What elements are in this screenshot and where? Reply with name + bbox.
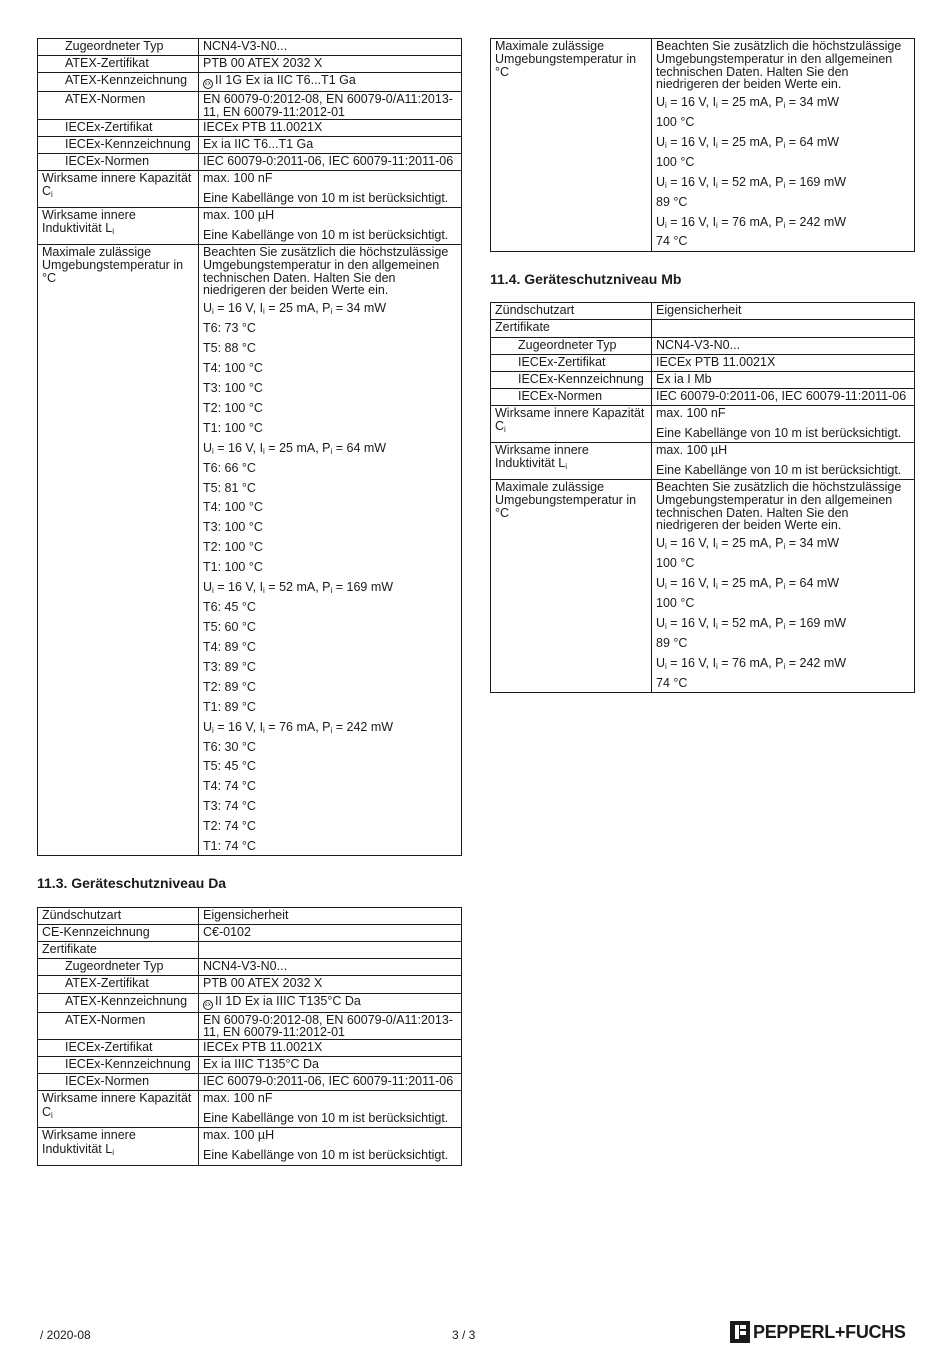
row-value	[199, 1040, 462, 1057]
row-value	[199, 56, 462, 73]
table-row	[38, 1057, 462, 1074]
row-value	[652, 388, 915, 405]
value-line: T3: 89 °C	[203, 659, 256, 674]
value-line: 100 °C	[656, 114, 695, 129]
table-row	[38, 119, 462, 136]
value-line: 89 °C	[656, 194, 688, 209]
row-value	[199, 92, 462, 120]
table-row	[38, 245, 462, 856]
row-value	[199, 245, 462, 856]
value-line: IECEx PTB 11.0021X	[656, 354, 776, 369]
table-row	[38, 1012, 462, 1040]
ex-hexagon-icon: εx	[203, 1000, 213, 1010]
value-line: $U_i = 16$ V, $I_i = 52$ mA, $P_i = 169$ mW	[656, 615, 847, 631]
table-row	[38, 976, 462, 993]
row-label: IECEx-Zertifikat	[38, 1040, 199, 1057]
value-line: Eigensicherheit	[203, 907, 289, 922]
table-row	[491, 337, 915, 354]
row-label: Wirksame innere Induktivität $L_i$	[38, 1128, 199, 1165]
row-label: IECEx-Kennzeichnung	[491, 371, 652, 388]
row-label: IECEx-Normen	[38, 154, 199, 171]
row-label: IECEx-Zertifikat	[38, 119, 199, 136]
value-paragraph: Beachten Sie zusätzlich die höchstzulässige Umgebungstemperatur in den allgemeinen technischen Daten. Halten Sie den niedrigeren der beiden Werte ein.	[203, 245, 449, 298]
value-line: T6: 30 °C	[203, 739, 256, 754]
value-line: T2: 100 °C	[203, 540, 263, 555]
table-row	[38, 993, 462, 1012]
row-value	[652, 320, 915, 337]
table-row	[38, 1074, 462, 1091]
value-line: NCN4-V3-N0...	[656, 337, 741, 352]
row-label: Maximale zulässige Umgebungstemperatur in °C	[491, 480, 652, 693]
value-line: $U_i = 16$ V, $I_i = 25$ mA, $P_i = 34$ mW	[656, 536, 840, 552]
value-line: $U_i = 16$ V, $I_i = 76$ mA, $P_i = 242$ mW	[656, 655, 847, 671]
row-value	[199, 1012, 462, 1040]
value-line: Ex ia IIIC T135°C Da	[203, 1057, 319, 1072]
value-line: T2: 89 °C	[203, 679, 256, 694]
table-row	[38, 92, 462, 120]
value-line: εx II 1D Ex ia IIIC T135°C Da	[199, 994, 461, 1012]
brand-logo-icon	[730, 1321, 750, 1343]
value-line: T1: 89 °C	[203, 699, 256, 714]
table-row	[491, 371, 915, 388]
value-line: Eine Kabellänge von 10 m ist berücksichtigt.	[203, 228, 449, 243]
section-title-da: 11.3. Geräteschutzniveau Da	[37, 875, 227, 892]
value-line: PTB 00 ATEX 2032 X	[203, 56, 323, 71]
value-line: max. 100 nF	[203, 171, 273, 186]
value-paragraph: IEC 60079-0:2011-06, IEC 60079-11:2011-06	[656, 388, 907, 403]
value-line: T3: 74 °C	[203, 799, 256, 814]
row-label: Zündschutzart	[491, 303, 652, 320]
value-line: $U_i = 16$ V, $I_i = 76$ mA, $P_i = 242$ mW	[203, 719, 394, 735]
value-line: max. 100 µH	[656, 443, 728, 458]
value-line: $U_i = 16$ V, $I_i = 25$ mA, $P_i = 64$ mW	[656, 134, 840, 150]
row-value	[199, 907, 462, 924]
value-line: IECEx PTB 11.0021X	[203, 1040, 323, 1055]
table-row	[38, 1091, 462, 1128]
value-line: 74 °C	[656, 234, 688, 249]
value-paragraph: Beachten Sie zusätzlich die höchstzulässige Umgebungstemperatur in den allgemeinen technischen Daten. Halten Sie den niedrigeren der beiden Werte ein.	[656, 39, 902, 92]
table-row	[491, 443, 915, 480]
row-value	[199, 136, 462, 153]
row-value	[199, 959, 462, 976]
value-line: T4: 89 °C	[203, 639, 256, 654]
row-value	[199, 976, 462, 993]
row-label: IECEx-Zertifikat	[491, 354, 652, 371]
value-line: T1: 100 °C	[203, 420, 263, 435]
row-label: Wirksame innere Induktivität $L_i$	[38, 208, 199, 245]
row-label: IECEx-Normen	[491, 388, 652, 405]
value-line: 74 °C	[656, 675, 688, 690]
row-value	[199, 1091, 462, 1128]
table-row	[38, 959, 462, 976]
value-line: εx II 1G Ex ia IIC T6...T1 Ga	[199, 73, 461, 91]
row-label: ATEX-Kennzeichnung	[38, 73, 199, 92]
row-value	[199, 1057, 462, 1074]
spec-table-mb	[490, 302, 915, 692]
table-row	[38, 942, 462, 959]
value-line: $U_i = 16$ V, $I_i = 52$ mA, $P_i = 169$ mW	[656, 174, 847, 190]
row-label: ATEX-Normen	[38, 1012, 199, 1040]
row-value	[652, 337, 915, 354]
value-line: T1: 74 °C	[203, 839, 256, 854]
row-label: Maximale zulässige Umgebungstemperatur in °C	[491, 39, 652, 252]
table-row	[491, 406, 915, 443]
value-line: T1: 100 °C	[203, 560, 263, 575]
value-line: C€-0102	[203, 925, 251, 940]
value-line: Eine Kabellänge von 10 m ist berücksichtigt.	[203, 191, 449, 206]
row-label: Maximale zulässige Umgebungstemperatur in °C	[38, 245, 199, 856]
table-row	[38, 39, 462, 56]
value-line: $U_i = 16$ V, $I_i = 76$ mA, $P_i = 242$ mW	[656, 214, 847, 230]
row-label: Wirksame innere Kapazität $C_i$	[38, 1091, 199, 1128]
table-row	[38, 925, 462, 942]
value-line: T4: 100 °C	[203, 500, 263, 515]
value-line: IECEx PTB 11.0021X	[203, 119, 323, 134]
value-line: $U_i = 16$ V, $I_i = 25$ mA, $P_i = 64$ mW	[656, 575, 840, 591]
value-line: Eine Kabellänge von 10 m ist berücksichtigt.	[203, 1148, 449, 1163]
value-line: $U_i = 16$ V, $I_i = 25$ mA, $P_i = 64$ mW	[203, 440, 387, 456]
table-row	[491, 303, 915, 320]
spec-table-left-top	[37, 38, 462, 856]
value-line: T6: 66 °C	[203, 460, 256, 475]
row-value	[652, 354, 915, 371]
value-paragraph: EN 60079-0:2012-08, EN 60079-0/A11:2013-11, EN 60079-11:2012-01	[203, 1012, 453, 1040]
row-label: IECEx-Kennzeichnung	[38, 136, 199, 153]
row-value	[199, 208, 462, 245]
value-line: T3: 100 °C	[203, 380, 263, 395]
table-row	[38, 73, 462, 92]
brand-logo	[730, 1320, 906, 1344]
value-line: 89 °C	[656, 635, 688, 650]
value-line: max. 100 nF	[203, 1091, 273, 1106]
value-paragraph: EN 60079-0:2012-08, EN 60079-0/A11:2013-11, EN 60079-11:2012-01	[203, 92, 453, 119]
value-paragraph: IEC 60079-0:2011-06, IEC 60079-11:2011-06	[203, 154, 454, 168]
spec-table-da	[37, 907, 462, 1166]
value-line: T2: 100 °C	[203, 400, 263, 415]
row-label: ATEX-Zertifikat	[38, 56, 199, 73]
table-row	[491, 388, 915, 405]
row-label: ATEX-Kennzeichnung	[38, 993, 199, 1012]
value-line: Eine Kabellänge von 10 m ist berücksichtigt.	[203, 1111, 449, 1126]
value-line: Ex ia I Mb	[656, 371, 712, 386]
row-value	[199, 942, 462, 959]
row-value	[652, 371, 915, 388]
brand-name: PEPPERL+FUCHS	[753, 1321, 906, 1342]
row-value	[199, 1074, 462, 1091]
value-line: NCN4-V3-N0...	[203, 39, 288, 53]
row-label: Zugeordneter Typ	[491, 337, 652, 354]
table-row	[38, 208, 462, 245]
row-value	[652, 303, 915, 320]
value-line: Eine Kabellänge von 10 m ist berücksichtigt.	[656, 462, 902, 477]
value-line: $U_i = 16$ V, $I_i = 52$ mA, $P_i = 169$ mW	[203, 580, 394, 596]
ex-hexagon-icon: εx	[203, 79, 213, 89]
value-line: NCN4-V3-N0...	[203, 959, 288, 974]
value-line: Ex ia IIC T6...T1 Ga	[203, 136, 314, 151]
table-row	[38, 907, 462, 924]
value-line: T5: 45 °C	[203, 759, 256, 774]
value-line: T3: 100 °C	[203, 520, 263, 535]
table-row	[38, 1128, 462, 1165]
value-line: Eigensicherheit	[656, 303, 742, 318]
value-paragraph: IEC 60079-0:2011-06, IEC 60079-11:2011-06	[203, 1074, 454, 1089]
value-line: Eine Kabellänge von 10 m ist berücksichtigt.	[656, 425, 902, 440]
value-line: PTB 00 ATEX 2032 X	[203, 976, 323, 991]
row-label: Wirksame innere Induktivität $L_i$	[491, 443, 652, 480]
value-line: $U_i = 16$ V, $I_i = 25$ mA, $P_i = 34$ mW	[656, 95, 840, 110]
value-line: max. 100 µH	[203, 208, 275, 223]
value-line: 100 °C	[656, 595, 695, 610]
value-line: $U_i = 16$ V, $I_i = 25$ mA, $P_i = 34$ mW	[203, 301, 387, 317]
value-line: T4: 100 °C	[203, 360, 263, 375]
table-row	[38, 171, 462, 208]
row-value	[199, 925, 462, 942]
row-value	[199, 993, 462, 1012]
row-value	[199, 119, 462, 136]
row-value	[652, 406, 915, 443]
table-row	[491, 320, 915, 337]
table-row	[38, 154, 462, 171]
value-line	[199, 942, 461, 958]
row-value	[199, 171, 462, 208]
row-value	[199, 154, 462, 171]
table-row	[38, 56, 462, 73]
row-label: Zündschutzart	[38, 907, 199, 924]
value-line: T5: 60 °C	[203, 619, 256, 634]
table-row	[38, 1040, 462, 1057]
row-label: ATEX-Zertifikat	[38, 976, 199, 993]
value-line: T5: 88 °C	[203, 341, 256, 356]
value-line: 100 °C	[656, 154, 695, 169]
value-line	[652, 320, 914, 336]
row-value	[199, 73, 462, 92]
footer-page-number: 3 / 3	[452, 1328, 476, 1342]
value-line: max. 100 nF	[656, 406, 726, 421]
value-line: T6: 45 °C	[203, 600, 256, 615]
table-row	[491, 39, 915, 252]
row-label: Wirksame innere Kapazität $C_i$	[38, 171, 199, 208]
value-line: max. 100 µH	[203, 1128, 275, 1143]
value-line: 100 °C	[656, 556, 695, 571]
row-label: Zugeordneter Typ	[38, 39, 199, 56]
value-line: T6: 73 °C	[203, 321, 256, 336]
value-paragraph: Beachten Sie zusätzlich die höchstzulässige Umgebungstemperatur in den allgemeinen technischen Daten. Halten Sie den niedrigeren der beiden Werte ein.	[656, 480, 902, 533]
row-label: Wirksame innere Kapazität $C_i$	[491, 406, 652, 443]
value-line: T4: 74 °C	[203, 779, 256, 794]
table-row	[491, 354, 915, 371]
row-label: Zertifikate	[38, 942, 199, 959]
footer-date: / 2020-08	[40, 1328, 91, 1342]
row-value	[199, 39, 462, 56]
value-line: T5: 81 °C	[203, 480, 256, 495]
table-row	[491, 480, 915, 693]
row-value	[652, 480, 915, 693]
row-label: CE-Kennzeichnung	[38, 925, 199, 942]
row-label: IECEx-Kennzeichnung	[38, 1057, 199, 1074]
spec-table-right-top	[490, 38, 915, 252]
left-column	[37, 38, 462, 1166]
row-value	[652, 39, 915, 252]
table-row	[38, 136, 462, 153]
row-value	[199, 1128, 462, 1165]
right-column	[490, 38, 915, 693]
row-value	[652, 443, 915, 480]
row-label: IECEx-Normen	[38, 1074, 199, 1091]
row-label: ATEX-Normen	[38, 92, 199, 120]
row-label: Zugeordneter Typ	[38, 959, 199, 976]
row-label: Zertifikate	[491, 320, 652, 337]
value-line: T2: 74 °C	[203, 819, 256, 834]
section-title-mb: 11.4. Geräteschutzniveau Mb	[490, 270, 682, 287]
